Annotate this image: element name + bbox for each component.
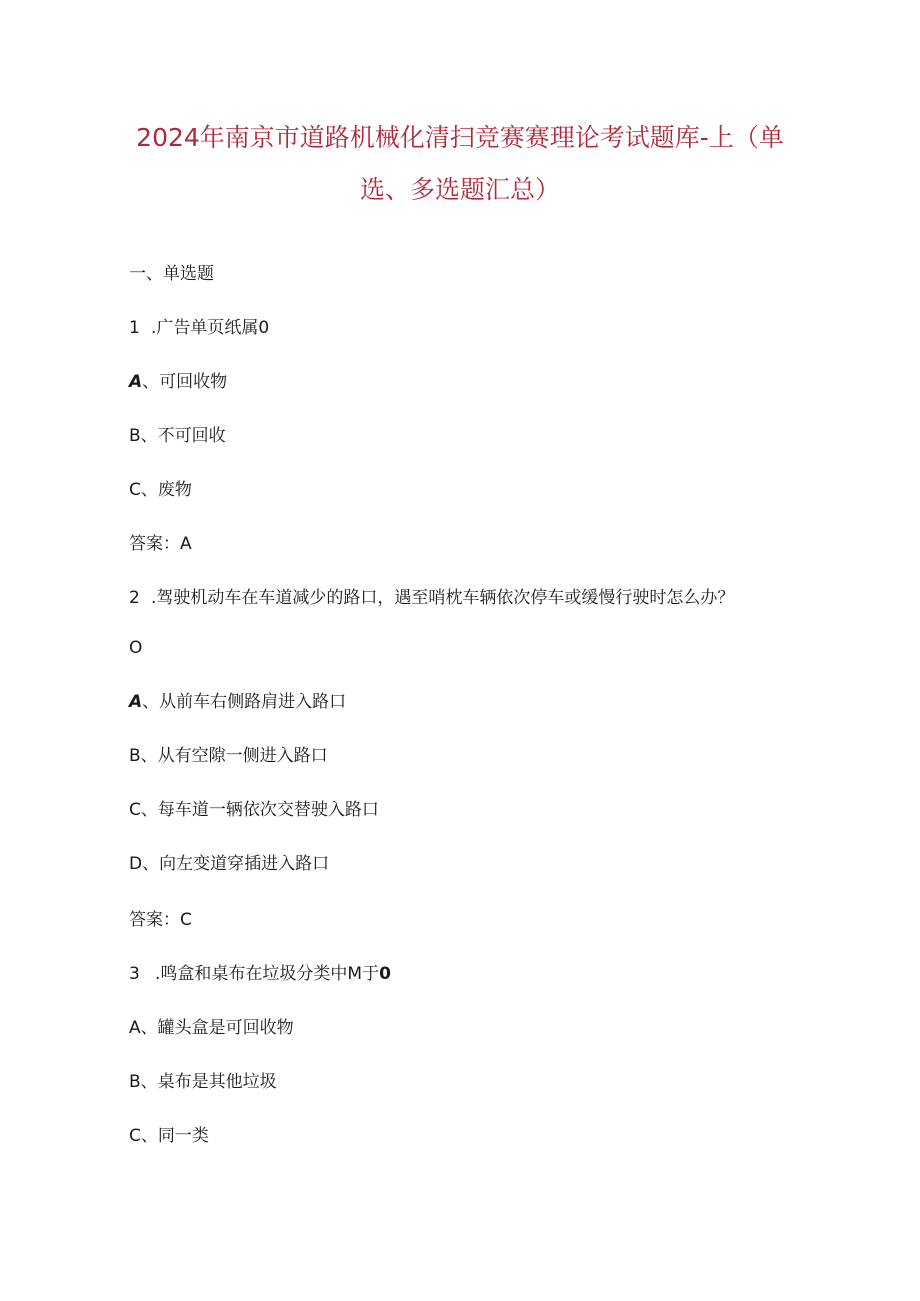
option-letter: A xyxy=(129,372,143,392)
option-letter: A xyxy=(129,1018,141,1038)
option-text: 、废物 xyxy=(140,480,192,500)
option-letter: D xyxy=(129,854,143,874)
question-2-option-c xyxy=(129,799,379,821)
question-text: .驾驶机动车在车道减少的路口，遇至哨枕车辆依次停车或缓慢行驶时怎么办？ xyxy=(151,588,735,608)
question-number: 3 xyxy=(129,964,140,984)
option-text: 、桌布是其他垃圾 xyxy=(140,1072,277,1092)
question-number: 2 xyxy=(129,588,140,608)
question-text: .鸣盒和桌布在垃圾分类中M于 xyxy=(155,964,380,984)
option-text: 、可回收物 xyxy=(142,372,228,392)
option-letter: B xyxy=(129,1072,141,1092)
option-letter: B xyxy=(129,426,141,446)
option-text: 、每车道一辆依次交替驶入路口 xyxy=(140,800,379,820)
document-title xyxy=(110,112,810,216)
option-letter: A xyxy=(129,692,143,712)
option-text: 、从有空隙一侧进入路口 xyxy=(140,746,328,766)
question-1-stem xyxy=(129,317,269,339)
question-2-stem xyxy=(129,587,734,609)
title-line-2: 选、多选题汇总） xyxy=(359,175,560,204)
question-text-bold: 0 xyxy=(379,964,391,984)
option-text: 、不可回收 xyxy=(140,426,226,446)
option-text: 、同一类 xyxy=(140,1126,209,1146)
option-text: 、向左变道穿插进入路口 xyxy=(142,854,330,874)
option-text: 、从前车右侧路肩进入路口 xyxy=(142,692,347,712)
question-1-option-b xyxy=(129,425,226,447)
section-heading: 一、单选题 xyxy=(129,264,214,284)
option-text: 、罐头盒是可回收物 xyxy=(140,1018,294,1038)
question-3-stem xyxy=(129,963,391,985)
question-text: .广告单页纸属0 xyxy=(151,318,270,338)
question-1-answer: 答案：A xyxy=(129,534,192,554)
question-3-option-c xyxy=(129,1125,209,1147)
question-3-option-a xyxy=(129,1017,294,1039)
question-number: 1 xyxy=(129,318,140,338)
question-1-option-a xyxy=(129,371,227,393)
title-line-1: 2024年南京市道路机械化清扫竞赛赛理论考试题库-上（单 xyxy=(136,123,784,152)
question-1-option-c xyxy=(129,479,192,501)
question-2-option-d xyxy=(129,853,329,875)
question-2-option-a xyxy=(129,691,346,713)
question-2-answer: 答案：C xyxy=(129,910,192,930)
question-2-stem-continuation: O xyxy=(129,638,143,658)
question-2-option-b xyxy=(129,745,328,767)
option-letter: C xyxy=(129,800,141,820)
question-3-option-b xyxy=(129,1071,277,1093)
option-letter: B xyxy=(129,746,141,766)
option-letter: C xyxy=(129,480,141,500)
option-letter: C xyxy=(129,1126,141,1146)
